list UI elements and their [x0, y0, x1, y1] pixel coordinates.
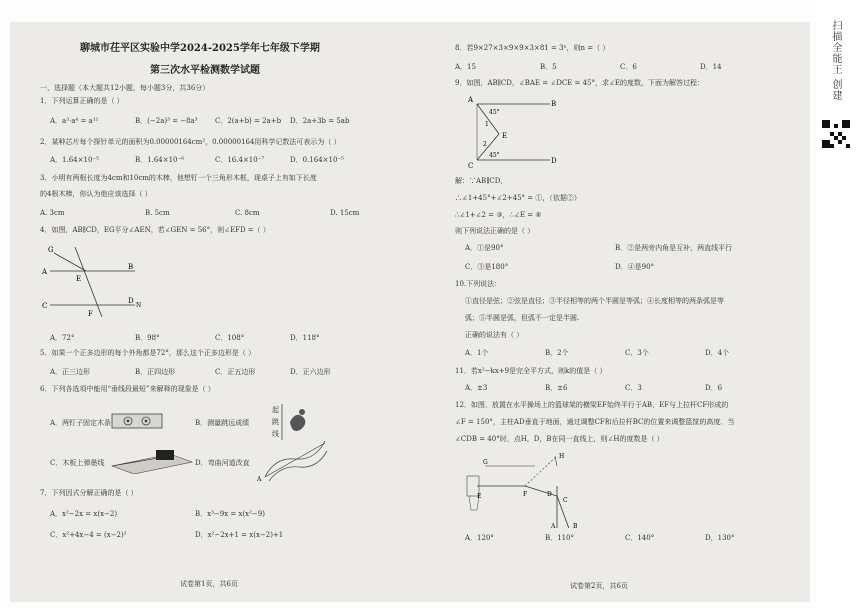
q6-stem: 6．下列各选项中能用“垂线段最短”来解释的现象是（ ）	[40, 385, 215, 393]
right-column	[455, 22, 800, 602]
q4-option-a: A．72°	[50, 334, 75, 342]
q12-basketball-stand-figure	[465, 446, 615, 528]
left-column	[40, 22, 430, 602]
q9-solution-line1: 解：∵AB∥CD，	[455, 177, 508, 185]
q2-stem: 2．某种芯片每个探针单元的面积为0.00000164cm²，0.00000164用科学记数法可表示为（ ）	[40, 138, 341, 146]
q4-stem: 4．如图，AB∥CD，EG平分∠AEN，若∠GEN = 56°，则∠EFD =（ ）	[40, 226, 270, 234]
label-a: A	[551, 523, 556, 528]
scanner-watermark-text: 扫描全能王 创建	[830, 20, 841, 102]
q2-option-c: C．16.4×10⁻⁷	[215, 156, 265, 164]
line-gh	[555, 456, 557, 466]
label-e: E	[76, 275, 82, 283]
q12-option-a: A．120°	[465, 534, 494, 542]
label-d: D	[128, 297, 134, 305]
q1-stem: 1．下列运算正确的是（ ）	[40, 97, 124, 105]
label-45-top: 45°	[489, 109, 500, 116]
q6-river-image	[255, 437, 330, 482]
q5-option-c: C．正五边形	[215, 368, 256, 376]
q3-option-a: A. 3cm	[40, 209, 65, 217]
q7-option-c: C．x²+4x−4 = (x−2)²	[50, 531, 127, 539]
q8-option-a: A．15	[455, 63, 476, 71]
q7-option-a: A．x²−2x = x(x−2)	[50, 510, 118, 518]
q2-option-a: A．1.64×10⁻⁵	[50, 156, 99, 164]
label-e: E	[502, 132, 508, 140]
q2-option-b: B．1.64×10⁻⁶	[135, 156, 185, 164]
q6-b-char-1: 起	[272, 406, 279, 414]
q10-body-line2: 弧；⑤半圆是弧，但弧不一定是半圆.	[465, 314, 580, 322]
q5-option-b: B．正四边形	[135, 368, 176, 376]
q10-body-line1: ①直径是弦；②弦是直径；③半径相等的两个半圆是等弧；④长度相等的两条弧是等	[465, 297, 724, 305]
q7-option-b: B．x³−9x = x(x²−9)	[195, 510, 265, 518]
label-c: C	[42, 302, 48, 310]
label-n: N	[136, 302, 142, 309]
q9-solution-line3: ∴∠1+∠2 = ③，∴∠E = ④	[455, 211, 542, 219]
q6-b-char-3: 线	[272, 430, 279, 438]
q11-option-a: A．±3	[465, 384, 488, 392]
q3-stem-line1: 3．小明有两根长度为4cm和10cm的木棒，他想钉一个三角形木框，现桌子上有如下长度	[40, 174, 317, 182]
scanned-paper	[10, 22, 810, 602]
q3-stem-line2: 的4根木棒，你认为他应该选择（ ）	[40, 190, 152, 198]
label-f: F	[523, 491, 528, 498]
q12-stem-line3: ∠CDB = 40°时，点H，D，B在同一直线上，则∠H的度数是（ ）	[455, 435, 664, 443]
footer-left: 试卷第1页，共6页	[180, 580, 238, 588]
q6-option-d: D．弯曲河道改直	[195, 459, 250, 467]
q8-stem: 8．若9×27×3×9×9×3×81 = 3ⁿ，则n =（ ）	[455, 44, 610, 52]
q2-option-d: D．0.164×10⁻⁵	[290, 156, 344, 164]
label-b: B	[551, 100, 557, 108]
q5-option-d: D．正六边形	[290, 368, 331, 376]
label-b: B	[128, 263, 134, 271]
q1-option-d: D．2a+3b = 5ab	[290, 117, 350, 125]
q9-option-d: D．④是90°	[615, 263, 655, 271]
label-b: B	[573, 523, 578, 528]
label-a: A	[468, 96, 474, 104]
label-45-bottom: 45°	[489, 152, 500, 159]
q9-parallel-figure	[465, 92, 565, 172]
label-e: E	[477, 493, 482, 500]
label-g: G	[483, 459, 488, 466]
q4-option-c: C．108°	[215, 334, 245, 342]
q11-option-d: D．6	[705, 384, 723, 392]
q12-stem-line1: 12．如图，放置在水平操场上的篮球架的横梁EF始终平行于AB，EF与上拉杆CF形成的	[455, 401, 729, 409]
rod-cf	[525, 486, 557, 496]
q6-option-a: A．两钉子固定木条	[50, 419, 112, 427]
q5-option-a: A．正三边形	[50, 368, 91, 376]
q1-option-a: A．a³·a⁴ = a¹²	[50, 117, 99, 125]
q11-stem: 11．若x²−kx+9是完全平方式，则k的值是（ ）	[455, 367, 607, 375]
q11-option-b: B．±6	[545, 384, 568, 392]
q3-option-b: B. 5cm	[145, 209, 170, 217]
q9-option-a: A．①是90°	[465, 244, 504, 252]
label-1: 1	[485, 121, 489, 128]
footer-right: 试卷第2页，共6页	[570, 582, 628, 590]
q4-parallel-lines-figure	[40, 237, 150, 317]
q7-stem: 7．下列因式分解正确的是（ ）	[40, 489, 138, 497]
section-heading: 一、选择题（本大题共12小题，每小题3分，共36分）	[40, 84, 210, 92]
qr-code-icon	[822, 120, 850, 148]
label-2: 2	[483, 141, 487, 148]
exam-title-line2: 第三次水平检测数学试题	[150, 65, 260, 76]
q9-solution-line2: ∴∠1+45°+∠2+45° = ①，（依据②）	[455, 194, 581, 202]
q9-question: 则下列说法正确的是（ ）	[455, 227, 535, 235]
q10-question: 正确的说法有（ ）	[465, 331, 524, 339]
q12-stem-line2: ∠F = 150°，主柱AD垂直于地面，通过调整CF和后拉杆BC的位置来调整篮筐的高度．当	[455, 418, 735, 426]
q8-option-b: B．5	[540, 63, 557, 71]
q5-stem: 5．如果一个正多边形的每个外角都是72°，那么这个正多边形是（ ）	[40, 349, 256, 357]
q8-option-c: C．6	[620, 63, 637, 71]
exam-title-line1: 聊城市茌平区实验中学2024-2025学年七年级下学期	[80, 43, 320, 54]
q10-stem: 10.下列说法：	[455, 280, 502, 288]
q12-option-b: B．110°	[545, 534, 575, 542]
label-a: A	[42, 268, 48, 276]
label-f: F	[88, 310, 93, 317]
q9-option-c: C．③是180°	[465, 263, 509, 271]
q6-option-b: B．测量跳远成绩	[195, 419, 250, 427]
q10-option-b: B．2个	[545, 349, 569, 357]
q3-option-d: D. 15cm	[330, 209, 360, 217]
q10-option-a: A．1个	[465, 349, 489, 357]
label-c: C	[563, 497, 568, 504]
q12-option-c: C．140°	[625, 534, 655, 542]
q11-option-c: C．3	[625, 384, 642, 392]
dashed-extension	[525, 456, 557, 486]
label-g: G	[48, 246, 54, 254]
q6-ink-line-image	[110, 444, 195, 474]
q7-option-d: D．x²−2x+1 = x(x−2)+1	[195, 531, 284, 539]
label-d: D	[551, 157, 557, 165]
label-c: C	[468, 162, 474, 170]
q4-option-d: D．118°	[290, 334, 320, 342]
q6-option-c: C．木板上弹墨线	[50, 459, 105, 467]
q1-option-b: B．(−2a)³ = −8a³	[135, 117, 198, 125]
q6-long-jump-image	[280, 402, 314, 442]
q9-stem: 9．如图，AB∥CD，∠BAE = ∠DCE = 45°，求∠E的度数，下面为解答过程：	[455, 79, 704, 87]
q12-option-d: D．130°	[705, 534, 735, 542]
q10-option-d: D．4个	[705, 349, 730, 357]
q9-option-b: B．②是两旁内角是互补，两直线平行	[615, 244, 733, 252]
q8-option-d: D．14	[700, 63, 722, 71]
q1-option-c: C．2(a+b) = 2a+b	[215, 117, 282, 125]
q6-nail-board-image	[110, 408, 165, 434]
label-h: H	[559, 453, 565, 460]
q3-option-c: C. 8cm	[235, 209, 260, 217]
svg-text:A: A	[257, 476, 262, 482]
q10-option-c: C．3个	[625, 349, 649, 357]
q4-option-b: B．98°	[135, 334, 160, 342]
label-d: D	[547, 491, 552, 498]
q6-b-char-2: 跳	[272, 418, 279, 426]
